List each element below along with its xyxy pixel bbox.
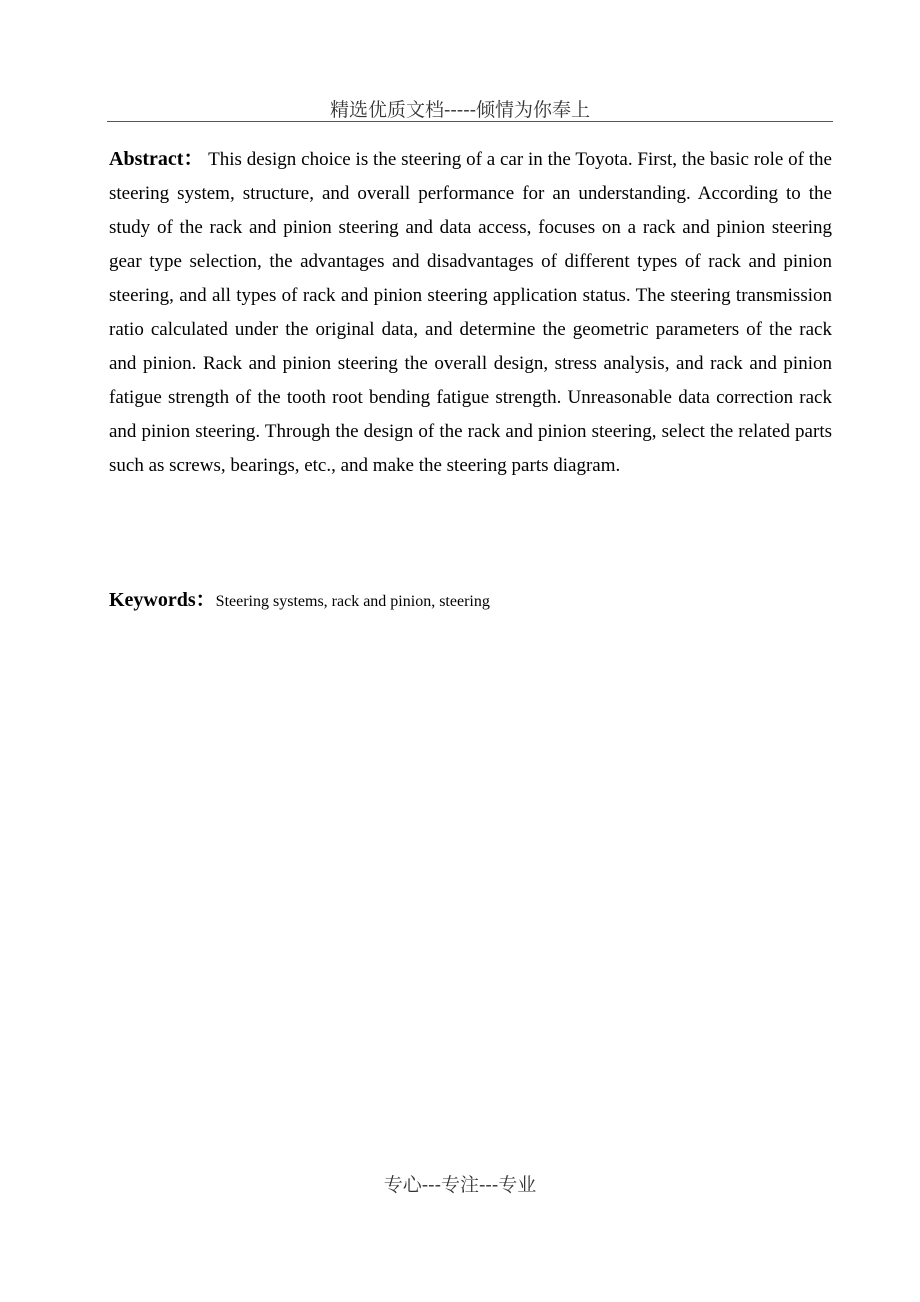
abstract-paragraph: [109, 142, 832, 483]
page-footer: 专心---专注---专业: [383, 1174, 537, 1196]
keywords-line: [109, 585, 832, 617]
header-divider: [107, 121, 833, 122]
abstract-label: Abstract：: [109, 148, 204, 170]
keywords-text: Steering systems, rack and pinion, steering: [215, 593, 490, 610]
abstract-body: This design choice is the steering of a car in the Toyota. First, the basic role of the steering system, structure, and overall performance for an understanding. According to the study of the rack and pinion steering and data access, focuses on a rack and pinion steering gear type selection, the advantages and disadvantages of different types of rack and pinion steering, and all types of rack and pinion steering application status. The steering transmission ratio calculated under the original data, and determine the geometric parameters of the rack and pinion. Rack and pinion steering the overall design, stress analysis, and rack and pinion fatigue strength of the tooth root bending fatigue strength. Unreasonable data correction rack and pinion steering. Through the design of the rack and pinion steering, select the related parts such as screws, bearings, etc., and make the steering parts diagram.: [109, 149, 832, 476]
page-header: 精选优质文档-----倾情为你奉上: [329, 99, 591, 121]
keywords-label: Keywords：: [109, 589, 216, 611]
